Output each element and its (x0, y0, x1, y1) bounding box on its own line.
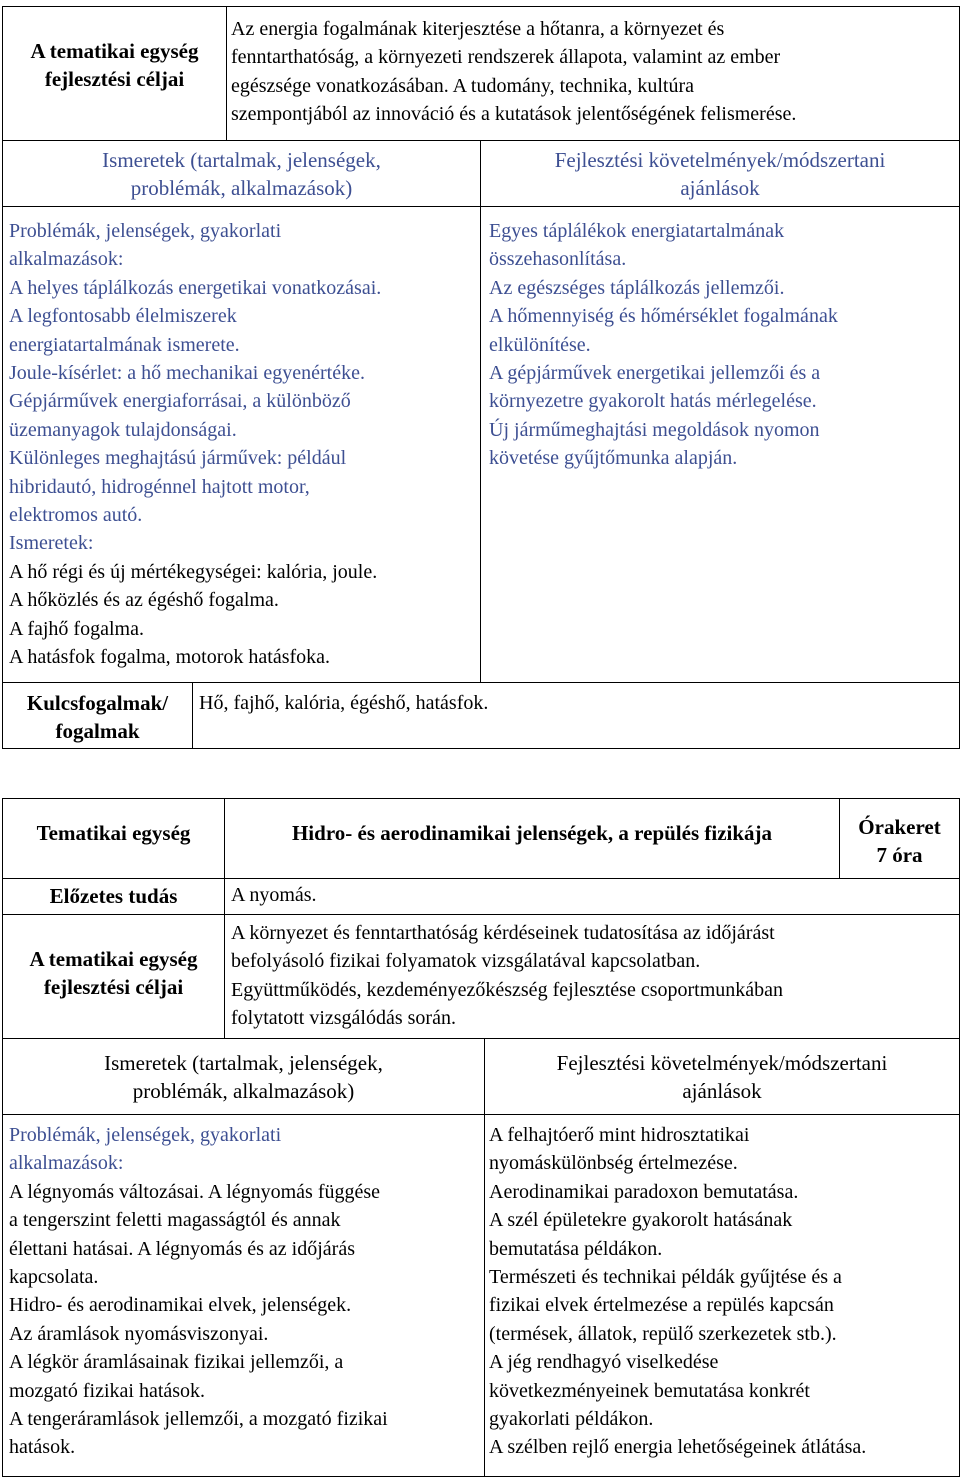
knowledge-line: Ismeretek: (9, 532, 94, 555)
requirements-line: bemutatása példákon. (489, 1237, 663, 1260)
prior-knowledge-text-cell (225, 879, 960, 915)
key-concepts-label-cell (3, 683, 193, 749)
requirements-header-cell (485, 1039, 960, 1115)
requirements-line: Új járműmeghajtási megoldások nyomon (489, 418, 820, 441)
requirements-line: nyomáskülönbség értelmezése. (489, 1152, 738, 1175)
goals-label-line: A tematikai egység (30, 39, 199, 63)
requirements-line: Aerodinamikai paradoxon bemutatása. (489, 1180, 799, 1203)
knowledge-line: A légkör áramlásainak fizikai jellemzői, a (9, 1351, 344, 1374)
prior-knowledge-label: Előzetes tudás (49, 884, 178, 908)
knowledge-line: Az áramlások nyomásviszonyai. (9, 1322, 269, 1345)
knowledge-line: A tengeráramlások jellemzői, a mozgató fizikai (9, 1408, 388, 1431)
requirements-line: követése gyűjtőmunka alapján. (489, 447, 738, 470)
goals-text-line: fenntarthatóság, a környezeti rendszerek állapota, valamint az ember (231, 46, 781, 69)
knowledge-cell (3, 1115, 485, 1477)
requirements-line: A szél épületekre gyakorolt hatásának (489, 1209, 793, 1232)
key-concepts-text: Hő, fajhő, kalória, égéshő, hatásfok. (199, 692, 489, 714)
key-concepts-label-line: fogalmak (55, 719, 140, 743)
knowledge-line: A hő régi és új mértékegységei: kalória, joule. (9, 560, 378, 583)
knowledge-line: alkalmazások: (9, 1152, 124, 1175)
requirements-line: A gépjárművek energetikai jellemzői és a (489, 362, 821, 385)
knowledge-line: A legfontosabb élelmiszerek (9, 305, 237, 328)
requirements-line: A szélben rejlő energia lehetőségeinek átlátása. (489, 1436, 867, 1459)
knowledge-line: Problémák, jelenségek, gyakorlati (9, 220, 282, 242)
requirements-header-line: ajánlások (682, 1079, 762, 1103)
requirements-line: következményeinek bemutatása konkrét (489, 1379, 810, 1402)
knowledge-line: hibridautó, hidrogénnel hajtott motor, (9, 475, 310, 498)
hours-value: 7 óra (876, 843, 923, 867)
knowledge-header-line: problémák, alkalmazások) (130, 176, 353, 200)
goals-label-line: fejlesztési céljai (44, 67, 185, 91)
knowledge-line: mozgató fizikai hatások. (9, 1379, 206, 1402)
requirements-header-line: Fejlesztési követelmények/módszertani (556, 1051, 888, 1075)
prior-knowledge-text: A nyomás. (231, 884, 317, 906)
requirements-line: összehasonlítása. (489, 248, 627, 271)
requirements-header-cell (481, 141, 960, 207)
knowledge-line: A légnyomás változásai. A légnyomás függése (9, 1180, 381, 1203)
requirements-header-line: ajánlások (680, 176, 760, 200)
goals-label-line: fejlesztési céljai (43, 975, 184, 999)
key-concepts-label-line: Kulcsfogalmak/ (26, 691, 169, 715)
hours-label: Órakeret (858, 815, 941, 839)
goals-text-cell (227, 7, 960, 141)
unit-title: Hidro- és aerodinamikai jelenségek, a repülés fizikája (291, 821, 773, 845)
goals-text-line: Az energia fogalmának kiterjesztése a hőtanra, a környezet és (231, 18, 725, 40)
knowledge-line: A hatásfok fogalma, motorok hatásfoka. (9, 646, 331, 669)
goals-text-line: egészsége vonatkozásában. A tudomány, technika, kultúra (231, 74, 695, 97)
knowledge-line: Különleges meghajtású járművek: például (9, 447, 347, 470)
knowledge-line: Hidro- és aerodinamikai elvek, jelenségek. (9, 1294, 352, 1317)
knowledge-line: alkalmazások: (9, 248, 124, 271)
knowledge-line: A helyes táplálkozás energetikai vonatkozásai. (9, 276, 382, 299)
requirements-header-line: Fejlesztési követelmények/módszertani (554, 148, 886, 172)
goals-text-cell (225, 915, 960, 1039)
knowledge-line: Joule-kísérlet: a hő mechanikai egyenértéke. (9, 362, 365, 385)
requirements-line: fizikai elvek értelmezése a repülés kapcsán (489, 1294, 834, 1317)
unit-title-cell (225, 799, 840, 879)
requirements-line: elkülönítése. (489, 333, 591, 356)
knowledge-cell (3, 207, 481, 683)
knowledge-line: Gépjárművek energiaforrásai, a különböző (9, 390, 351, 413)
goals-text-line: szempontjából az innováció és a kutatások jelentőségének felismerése. (231, 103, 797, 126)
requirements-cell (485, 1115, 960, 1477)
goals-text-line: A környezet és fenntarthatóság kérdéseinek tudatosítása az időjárást (231, 922, 775, 944)
requirements-line: (termések, állatok, repülő szerkezetek stb.). (489, 1322, 837, 1345)
knowledge-line: energiatartalmának ismerete. (9, 333, 240, 356)
requirements-line: Az egészséges táplálkozás jellemzői. (489, 276, 785, 299)
knowledge-line: A hőközlés és az égéshő fogalma. (9, 589, 279, 612)
requirements-cell (481, 207, 960, 683)
goals-text-line: befolyásoló fizikai folyamatok vizsgálatával kapcsolatban. (231, 950, 701, 973)
knowledge-line: hatások. (9, 1436, 76, 1459)
requirements-line: Természeti és technikai példák gyűjtése és a (489, 1266, 842, 1289)
requirements-line: gyakorlati példákon. (489, 1408, 654, 1431)
knowledge-line: élettani hatásai. A légnyomás és az időjárás (9, 1237, 355, 1260)
prior-knowledge-label-cell (3, 879, 225, 915)
goals-text-line: folytatott vizsgálódás során. (231, 1007, 456, 1030)
unit-label-cell (3, 799, 225, 879)
requirements-line: A jég rendhagyó viselkedése (489, 1351, 719, 1374)
knowledge-header-line: Ismeretek (tartalmak, jelenségek, (102, 148, 381, 172)
key-concepts-text-cell (193, 683, 960, 749)
hours-cell (840, 799, 960, 879)
knowledge-header-line: problémák, alkalmazások) (132, 1079, 355, 1103)
knowledge-line: A fajhő fogalma. (9, 617, 144, 640)
knowledge-line: elektromos autó. (9, 504, 143, 527)
goals-label-line: A tematikai egység (29, 947, 198, 971)
curriculum-table-2 (2, 798, 960, 1477)
knowledge-line: üzemanyagok tulajdonságai. (9, 418, 237, 441)
knowledge-header-cell (3, 1039, 485, 1115)
curriculum-table-1 (2, 6, 960, 749)
goals-text-line: Együttműködés, kezdeményezőkészség fejlesztése csoportmunkában (231, 978, 784, 1001)
unit-label: Tematikai egység (36, 821, 191, 845)
requirements-line: Egyes táplálékok energiatartalmának (489, 220, 785, 242)
knowledge-line: Problémák, jelenségek, gyakorlati (9, 1124, 282, 1146)
goals-label-cell (3, 7, 227, 141)
goals-label-cell (3, 915, 225, 1039)
knowledge-header-cell (3, 141, 481, 207)
requirements-line: környezetre gyakorolt hatás mérlegelése. (489, 390, 817, 413)
knowledge-line: kapcsolata. (9, 1266, 99, 1289)
knowledge-header-line: Ismeretek (tartalmak, jelenségek, (104, 1051, 383, 1075)
requirements-line: A felhajtóerő mint hidrosztatikai (489, 1124, 750, 1146)
requirements-line: A hőmennyiség és hőmérséklet fogalmának (489, 305, 838, 328)
knowledge-line: a tengerszint feletti magasságtól és annak (9, 1209, 341, 1232)
